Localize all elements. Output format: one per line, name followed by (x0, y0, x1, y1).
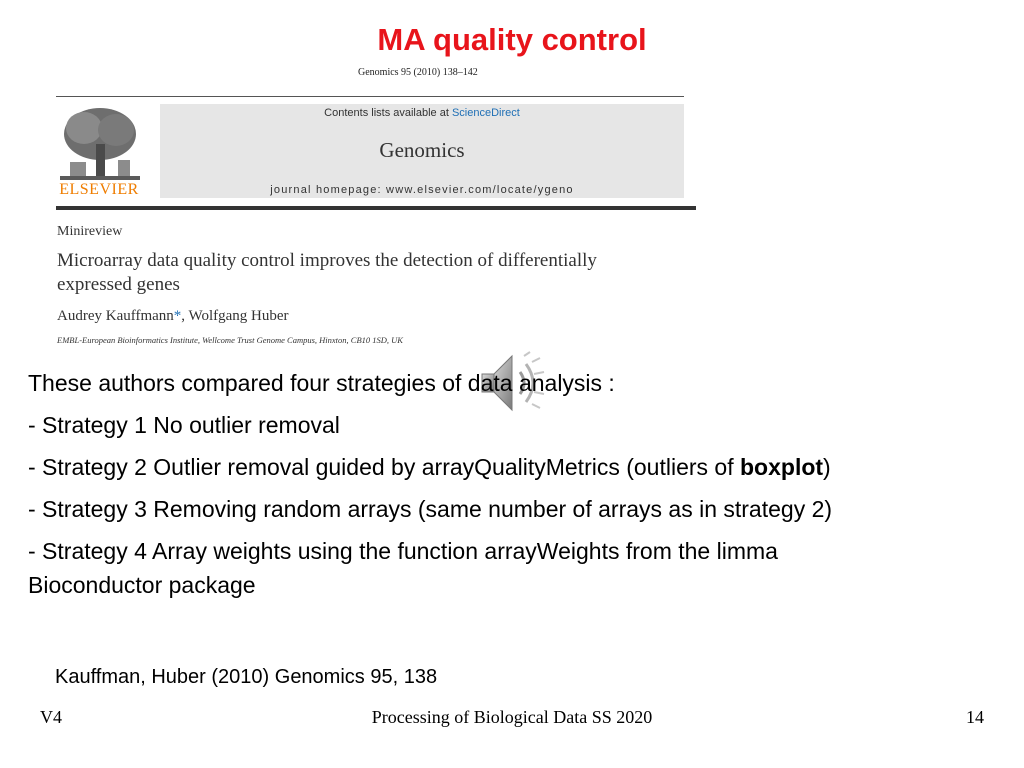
journal-citation: Genomics 95 (2010) 138–142 (358, 67, 478, 78)
journal-name: Genomics (379, 138, 465, 162)
slide-title: MA quality control (377, 22, 647, 57)
header-divider (56, 96, 684, 97)
elsevier-logo-text: ELSEVIER (59, 181, 139, 198)
sciencedirect-link[interactable]: ScienceDirect (451, 107, 520, 119)
author-name: , Wolfgang Huber (181, 308, 289, 324)
reference: Kauffman, Huber (2010) Genomics 95, 138 (55, 666, 438, 688)
article-title-line: Microarray data quality control improves the detection of differentially (57, 250, 597, 271)
article-authors (57, 308, 289, 325)
strategy-2 (28, 452, 831, 482)
footer-version: V4 (40, 707, 62, 727)
contents-line (160, 107, 684, 119)
journal-banner (160, 104, 684, 198)
strategy-4-continuation: Bioconductor package (28, 572, 256, 598)
author-affiliation: EMBL-European Bioinformatics Institute, Wellcome Trust Genome Campus, Hinxton, CB10 1SD, UK (57, 335, 403, 345)
article-title (57, 249, 697, 297)
strategy-2-text: - Strategy 2 Outlier removal guided by arrayQualityMetrics (outliers of (28, 454, 740, 480)
author-name: Audrey Kauffmann (57, 308, 174, 324)
corresponding-author-mark[interactable]: * (173, 308, 182, 324)
strategy-1: - Strategy 1 No outlier removal (28, 412, 340, 438)
intro-text: These authors compared four strategies of data analysis : (28, 370, 615, 396)
strategy-4: - Strategy 4 Array weights using the function arrayWeights from the limma (28, 538, 778, 564)
contents-prefix: Contents lists available at (324, 107, 452, 119)
page-number: 14 (966, 707, 984, 727)
article-type: Minireview (57, 224, 123, 239)
strategy-3: - Strategy 3 Removing random arrays (same number of arrays as in strategy 2) (28, 496, 833, 522)
banner-divider (56, 206, 696, 210)
article-title-line: expressed genes (57, 274, 180, 295)
strategy-2-suffix: ) (823, 454, 831, 480)
strategy-2-bold: boxplot (740, 454, 824, 480)
journal-homepage: journal homepage: www.elsevier.com/locate/ygeno (270, 184, 574, 196)
footer-course: Processing of Biological Data SS 2020 (371, 707, 653, 727)
